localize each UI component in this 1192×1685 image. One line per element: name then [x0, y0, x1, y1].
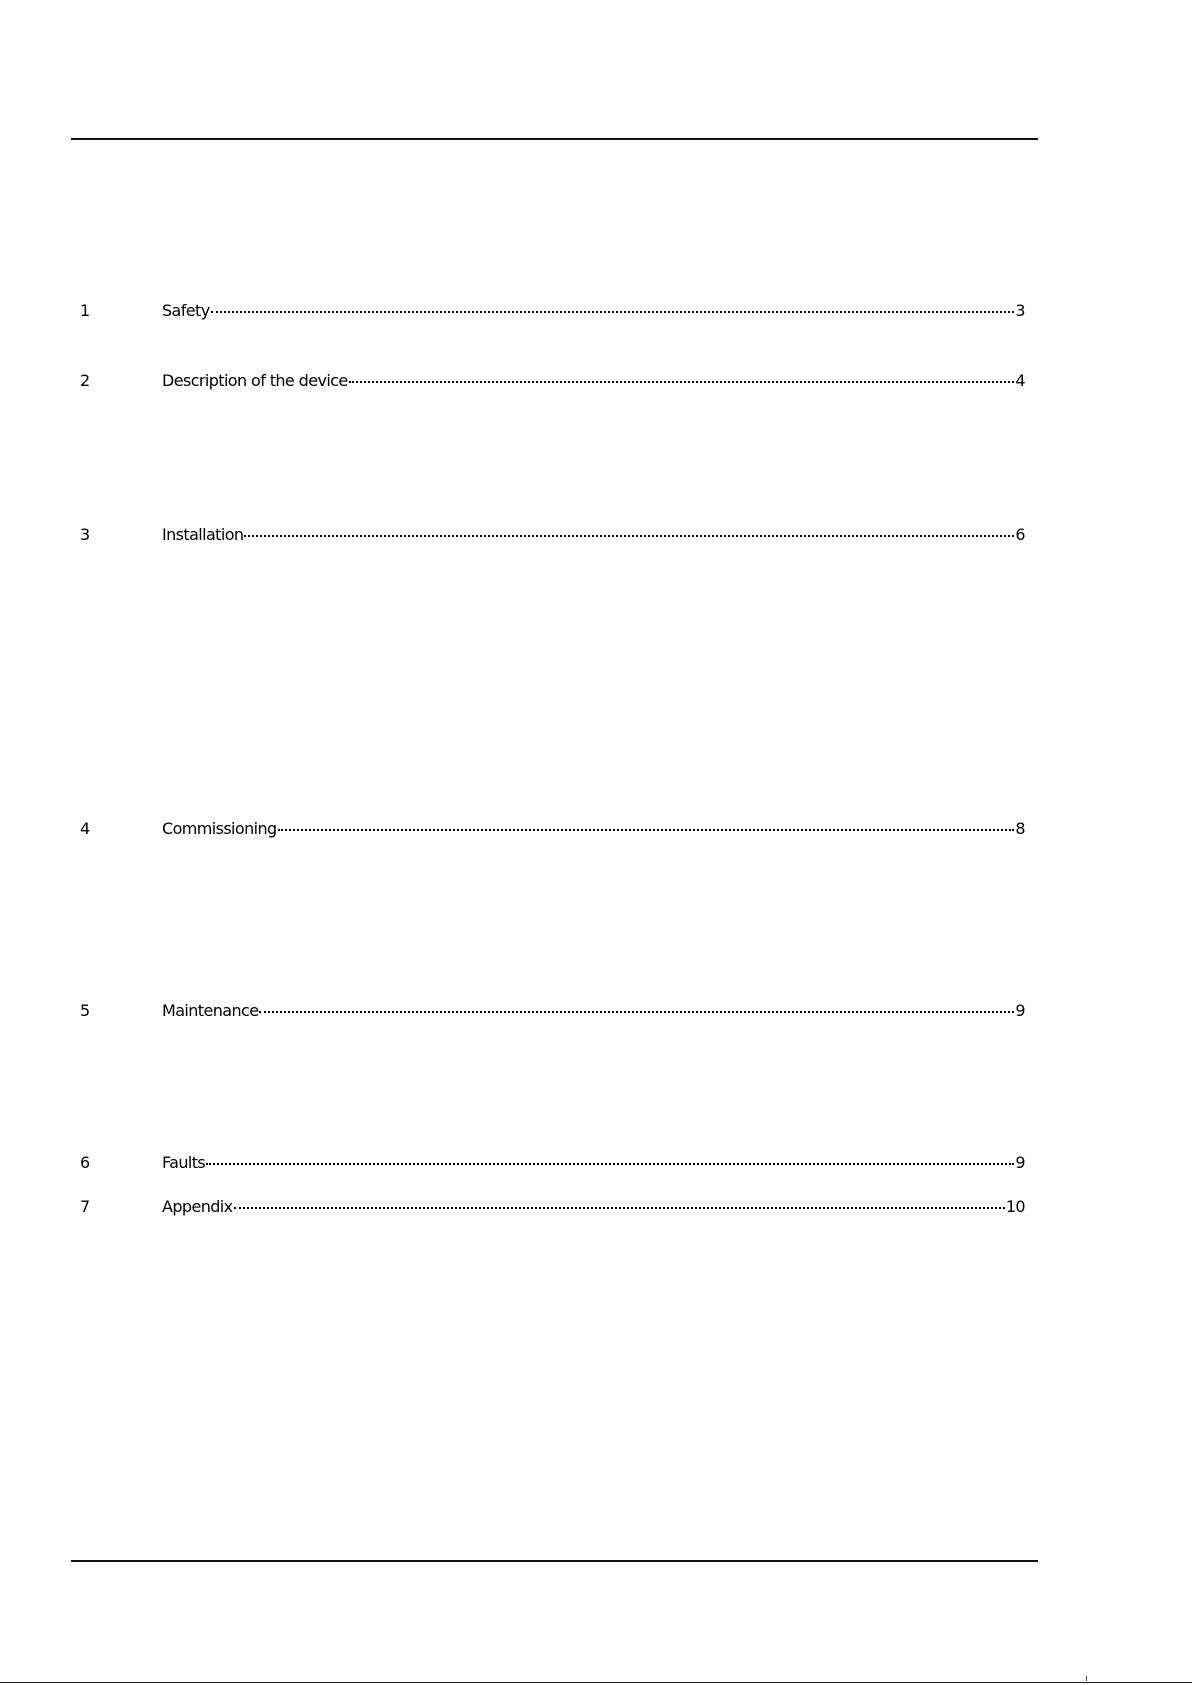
- footer-rule: [71, 1560, 1038, 1562]
- toc-entry-title: Commissioning: [162, 819, 277, 838]
- toc-entry-page: 4: [1015, 371, 1025, 390]
- toc-entry-title: Maintenance: [162, 1001, 259, 1020]
- toc-dot-leader: [234, 1207, 1005, 1209]
- toc-entry-page: 10: [1005, 1197, 1025, 1216]
- toc-dot-leader: [211, 311, 1015, 313]
- toc-entry-number: 7: [80, 1197, 90, 1216]
- toc-dot-leader: [259, 1011, 1014, 1013]
- toc-entry-page: 3: [1015, 301, 1025, 320]
- toc-entry-title: Safety: [162, 301, 210, 320]
- toc-entry-number: 1: [80, 301, 90, 320]
- toc-dot-leader: [244, 535, 1014, 537]
- toc-dot-leader: [278, 829, 1015, 831]
- toc-entry-title: Description of the device: [162, 371, 348, 390]
- toc-entry-number: 6: [80, 1153, 90, 1172]
- toc-entry-page: 9: [1015, 1153, 1025, 1172]
- toc-dot-leader: [349, 381, 1015, 383]
- toc-entry-appendix[interactable]: [80, 1196, 1025, 1218]
- toc-entry-number: 2: [80, 371, 90, 390]
- toc-entry-number: 4: [80, 819, 90, 838]
- toc-entry-faults[interactable]: [80, 1152, 1025, 1174]
- toc-entry-number: 5: [80, 1001, 90, 1020]
- page-edge-line: [0, 1682, 1192, 1683]
- toc-entry-title: Appendix: [162, 1197, 233, 1216]
- toc-entry-commissioning[interactable]: [80, 818, 1025, 840]
- page-edge-tick: [1086, 1676, 1087, 1681]
- header-rule: [71, 138, 1038, 140]
- toc-entry-safety[interactable]: [80, 300, 1025, 322]
- toc-entry-number: 3: [80, 525, 90, 544]
- toc-entry-maintenance[interactable]: [80, 1000, 1025, 1022]
- toc-entry-title: Faults: [162, 1153, 206, 1172]
- toc-entry-title: Installation: [162, 525, 244, 544]
- toc-entry-installation[interactable]: [80, 524, 1025, 546]
- toc-entry-page: 9: [1015, 1001, 1025, 1020]
- toc-dot-leader: [206, 1163, 1014, 1165]
- toc-entry-page: 6: [1015, 525, 1025, 544]
- toc-entry-page: 8: [1015, 819, 1025, 838]
- toc-entry-description-of-the-device[interactable]: [80, 370, 1025, 392]
